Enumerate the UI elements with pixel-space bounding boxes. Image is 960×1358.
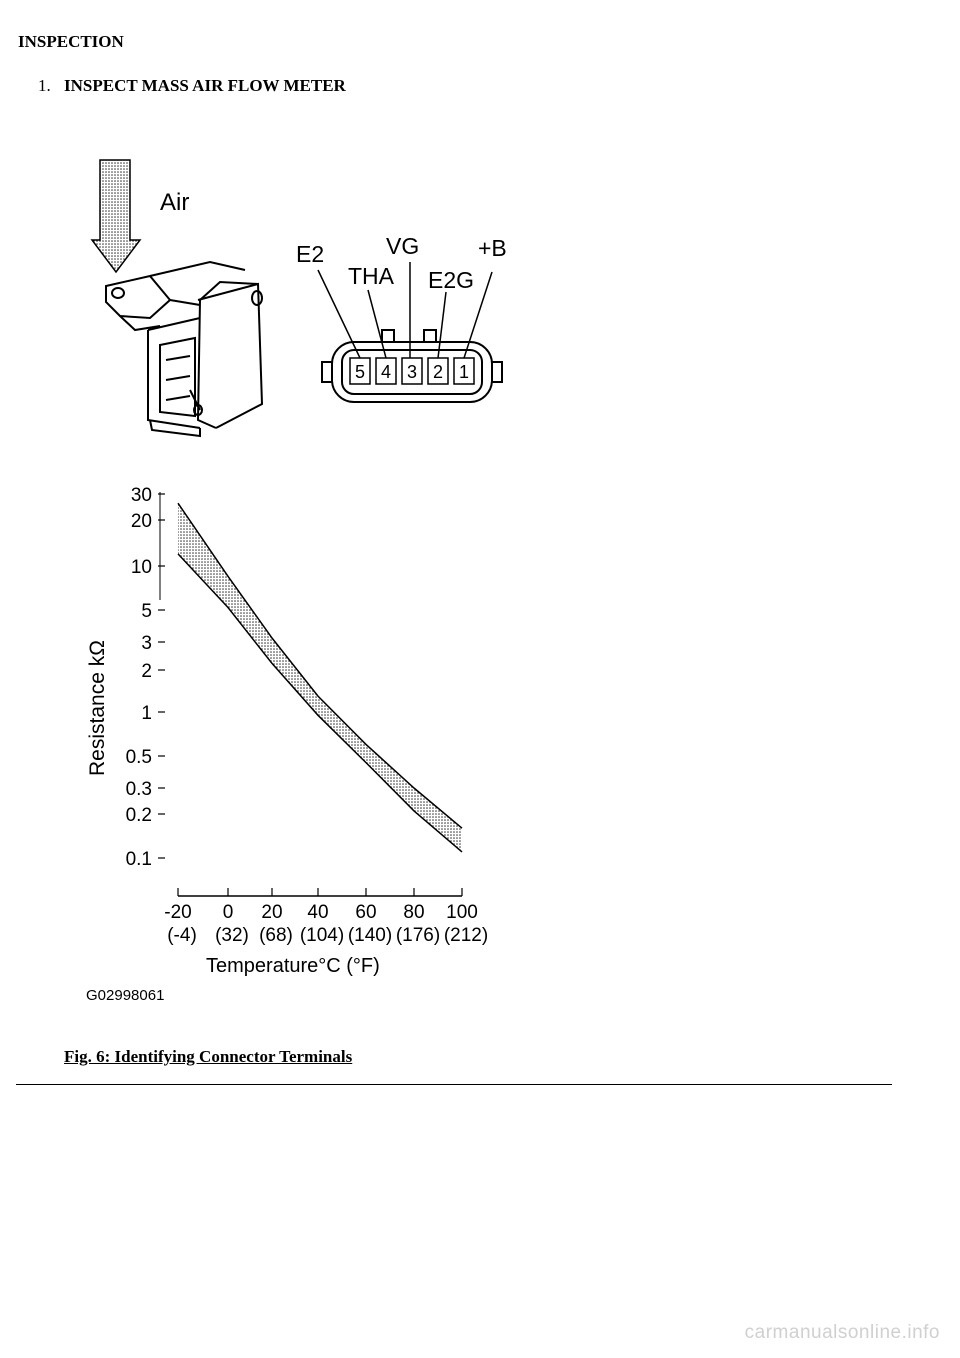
y-tick-label: 10 xyxy=(130,557,152,578)
terminal-label-e2: E2 xyxy=(296,241,325,267)
figure-code: G02998061 xyxy=(86,987,165,1004)
x-tick-label: 80 xyxy=(403,902,425,923)
x-tick-label-fahrenheit: (212) xyxy=(443,925,489,946)
x-tick-label-fahrenheit: (176) xyxy=(395,925,441,946)
figure-caption: Fig. 6: Identifying Connector Terminals xyxy=(64,1047,353,1066)
y-tick-label: 30 xyxy=(130,485,152,506)
pin-number: 5 xyxy=(354,362,366,382)
x-tick-label: 0 xyxy=(222,902,234,923)
y-tick-label: 0.2 xyxy=(125,805,152,826)
divider xyxy=(16,1084,892,1085)
y-tick-label: 0.1 xyxy=(125,849,152,870)
terminal-label-vg: VG xyxy=(386,233,420,259)
pin-number: 1 xyxy=(458,362,470,382)
terminal-label-plus-b: +B xyxy=(478,235,507,261)
section-heading: INSPECTION xyxy=(18,32,124,51)
pin-number: 4 xyxy=(380,362,392,382)
pin-number: 2 xyxy=(432,362,444,382)
mass-air-flow-meter-drawing xyxy=(106,262,262,436)
pin-number: 3 xyxy=(406,362,418,382)
x-tick-label-fahrenheit: (104) xyxy=(299,925,345,946)
x-tick-label-fahrenheit: (68) xyxy=(259,925,293,946)
step-title: INSPECT MASS AIR FLOW METER xyxy=(64,76,346,95)
air-flow-arrow-icon xyxy=(92,160,140,272)
x-tick-label: 20 xyxy=(261,902,283,923)
y-tick-label: 2 xyxy=(141,661,152,682)
y-tick-label: 0.5 xyxy=(125,747,152,768)
y-axis-ticks xyxy=(126,485,165,870)
resistance-temperature-chart xyxy=(86,485,488,977)
resistance-upper-limit-line xyxy=(178,503,462,828)
x-tick-label: 100 xyxy=(446,902,478,923)
terminal-label-e2g: E2G xyxy=(428,267,475,293)
watermark: carmanualsonline.info xyxy=(744,1322,940,1343)
resistance-band xyxy=(178,503,462,852)
x-tick-label: -20 xyxy=(164,902,192,923)
x-tick-label-fahrenheit: (-4) xyxy=(167,925,197,946)
terminal-label-tha: THA xyxy=(348,263,394,289)
x-tick-label: 40 xyxy=(307,902,329,923)
y-tick-label: 20 xyxy=(130,511,152,532)
air-label: Air xyxy=(160,189,190,216)
y-tick-label: 3 xyxy=(141,633,152,654)
x-tick-label-fahrenheit: (32) xyxy=(215,925,249,946)
y-tick-label: 1 xyxy=(141,703,152,724)
y-tick-label: 0.3 xyxy=(125,779,152,800)
y-axis-label: Resistance kΩ xyxy=(86,640,109,776)
step-number: 1. xyxy=(38,76,51,95)
x-axis-label: Temperature°C (°F) xyxy=(206,955,380,977)
y-tick-label: 5 xyxy=(141,601,152,622)
x-tick-label-fahrenheit: (140) xyxy=(347,925,393,946)
x-tick-label: 60 xyxy=(355,902,377,923)
terminal-labels xyxy=(296,233,507,293)
connector-pin-numbers xyxy=(355,362,469,382)
